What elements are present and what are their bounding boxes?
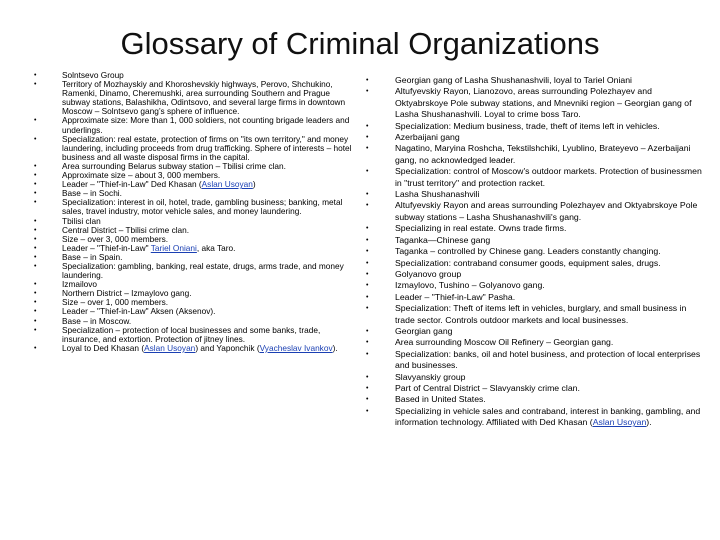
list-item: • Approximate size: More than 1, 000 soldiers, not counting brigade leaders and underlings.	[34, 116, 352, 134]
list-item: • Size – over 1, 000 members.	[34, 298, 352, 307]
list-item: • Approximate size – about 3, 000 members.	[34, 171, 352, 180]
list-item: • Specialization: contraband consumer goods, equipment sales, drugs.	[366, 258, 704, 269]
list-item: • Azerbaijani gang	[366, 132, 704, 143]
list-item: • Base – in Sochi.	[34, 189, 352, 198]
list-item: • Slavyanskiy group	[366, 372, 704, 383]
list-item: • Specialization – protection of local businesses and some banks, trade, insurance, and extortion. Protection of jitney lines.	[34, 326, 352, 344]
list-item: • Taganka—Chinese gang	[366, 235, 704, 246]
list-item: • Nagatino, Maryina Roshcha, Tekstilshchiki, Lyublino, Brateyevo – Azerbaijani gang, no acknowledged leader.	[366, 143, 704, 166]
list-item: • Size – over 3, 000 members.	[34, 235, 352, 244]
list-item: • Specialization: banks, oil and hotel business, and protection of local enterprises and businesses.	[366, 349, 704, 372]
list-item: • Leader – "Thief-in-Law" Ded Khasan (Aslan Usoyan)	[34, 180, 352, 189]
list-item: • Area surrounding Belarus subway station – Tbilisi crime clan.	[34, 162, 352, 171]
link-aslan-usoyan[interactable]: Aslan Usoyan	[144, 342, 196, 353]
list-item: • Specializing in real estate. Owns trade firms.	[366, 223, 704, 234]
list-item: • Georgian gang of Lasha Shushanashvili, loyal to Tariel Oniani	[366, 75, 704, 86]
list-item: • Leader – "Thief-in-Law" Pasha.	[366, 292, 704, 303]
right-bullet-list	[366, 75, 704, 429]
list-item: • Golyanovo group	[366, 269, 704, 280]
list-item: • Base – in Spain.	[34, 253, 352, 262]
list-item: • Part of Central District – Slavyanskiy crime clan.	[366, 383, 704, 394]
list-item: • Loyal to Ded Khasan (Aslan Usoyan) and Yaponchik (Vyacheslav Ivankov).	[34, 344, 352, 353]
list-item: • Specialization: interest in oil, hotel, trade, gambling business; banking, metal sales, travel industry, motor vehicle sales, and money laundering.	[34, 198, 352, 216]
list-item: • Georgian gang	[366, 326, 704, 337]
left-bullet-list	[34, 71, 352, 353]
page-title: Glossary of Criminal Organizations	[120, 26, 600, 61]
list-item: • Specialization: Theft of items left in vehicles, burglary, and small business in trade sector. Controls outdoor markets and local businesses.	[366, 303, 704, 326]
list-item: • Territory of Mozhayskiy and Khoroshevskiy highways, Perovo, Shchukino, Ramenki, Dinamo, Cheremushki, area surrounding Southern and Prague subway stations, Balashikha, Odintsovo, and several large firms in downtown Moscow – Solntsevo gang’s sphere of influence.	[34, 80, 352, 116]
list-item: • Altufyevskiy Rayon, Lianozovo, areas surrounding Polezhayev and Oktyabrskoye Pole subway stations, and Mnevniki region – Georgian gang of Lasha Shushanashvili. Loyal to crime boss Taro.	[366, 86, 704, 120]
list-item: • Central District – Tbilisi crime clan.	[34, 226, 352, 235]
link-aslan-usoyan[interactable]: Aslan Usoyan	[201, 179, 253, 190]
link-vyacheslav-ivankov[interactable]: Vyacheslav Ivankov	[259, 342, 333, 353]
link-tariel-oniani[interactable]: Tariel Oniani	[150, 242, 197, 253]
list-item: • Based in United States.	[366, 394, 704, 405]
list-item: • Specialization: Medium business, trade, theft of items left in vehicles.	[366, 121, 704, 132]
list-item: • Specializing in vehicle sales and contraband, interest in banking, gambling, and information technology. Affiliated with Ded Khasan (Aslan Usoyan).	[366, 406, 704, 429]
list-item: • Leader – "Thief-in-Law" Aksen (Aksenov).	[34, 307, 352, 316]
list-item: • Altufyevskiy Rayon and areas surrounding Polezhayev and Oktyabrskoye Pole subway stations – Lasha Shushanashvili's gang.	[366, 200, 704, 223]
list-item: • Lasha Shushanashvili	[366, 189, 704, 200]
list-item: • Solntsevo Group	[34, 71, 352, 80]
list-item: • Area surrounding Moscow Oil Refinery – Georgian gang.	[366, 337, 704, 348]
link-aslan-usoyan[interactable]: Aslan Usoyan	[592, 417, 647, 428]
list-item: • Northern District – Izmaylovo gang.	[34, 289, 352, 298]
list-item: • Izmaylovo, Tushino – Golyanovo gang.	[366, 280, 704, 291]
list-item: • Specialization: gambling, banking, real estate, drugs, arms trade, and money laundering.	[34, 262, 352, 280]
list-item: • Specialization: control of Moscow's outdoor markets. Protection of businessmen in "trust territory" and protection racket.	[366, 166, 704, 189]
list-item: • Taganka – controlled by Chinese gang. Leaders constantly changing.	[366, 246, 704, 257]
list-item: • Izmailovo	[34, 280, 352, 289]
list-item: • Base – in Moscow.	[34, 317, 352, 326]
list-item: • Tbilisi clan	[34, 217, 352, 226]
list-item: • Specialization: real estate, protection of firms on "its own territory," and money laundering, including proceeds from drug trafficking. Sphere of interests – hotel business and all waste disposal firms in the capital.	[34, 135, 352, 162]
list-item: • Leader – "Thief-in-Law" Tariel Oniani, aka Taro.	[34, 244, 352, 253]
